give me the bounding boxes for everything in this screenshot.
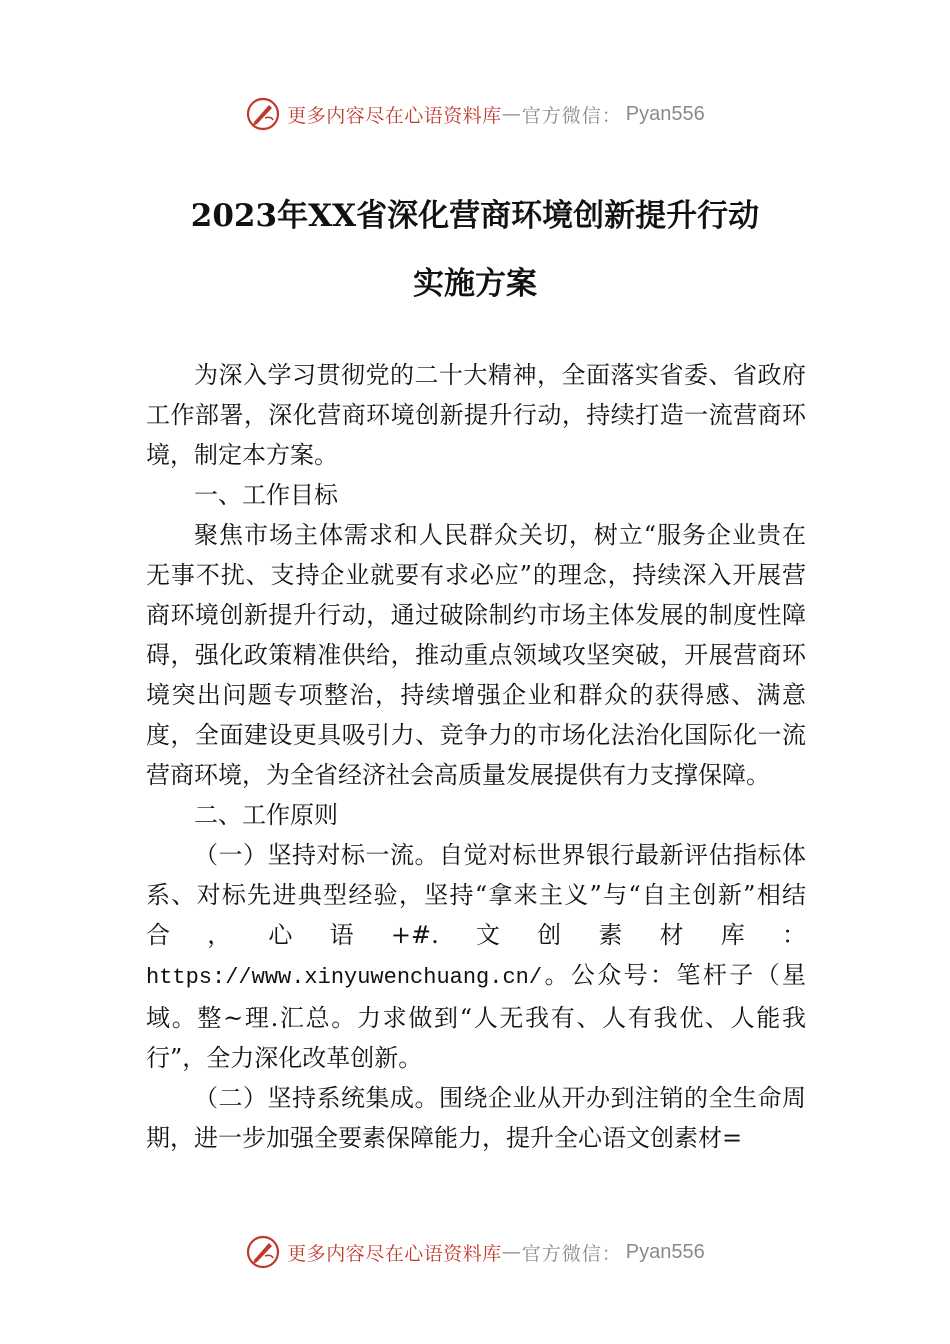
principle-2-paragraph: （二）坚持系统集成。围绕企业从开办到注销的全生命周期，进一步加强全要素保障能力，提升全心语文创素材= [146, 1084, 806, 1152]
banner-dash: — [501, 103, 522, 125]
section-heading-goals: 一、工作目标 [194, 481, 338, 509]
footer-wechat-label: 官方微信： [521, 1242, 622, 1265]
pen-seal-logo-icon [245, 96, 281, 132]
section-heading-principles: 二、工作原则 [194, 801, 338, 829]
footer-wechat-handle: Pyan556 [625, 1240, 705, 1263]
banner-wechat-label: 官方微信： [521, 104, 622, 127]
principle-1-url: https://www.xinyuwenchuang.cn/ [146, 965, 543, 990]
footer-banner [0, 1230, 950, 1274]
banner-red-text: 更多内容尽在心语资料库 [287, 104, 502, 127]
principle-1-paragraph [146, 835, 806, 1078]
document-body [146, 355, 806, 1158]
pen-seal-logo-icon [245, 1234, 281, 1270]
principle-1-text-b: 。公众号：笔杆子（星域。整~理.汇总。力求做到“人无我有、人有我优、人能我行”，全力深化改革创新。 [146, 961, 806, 1072]
header-banner [0, 92, 950, 136]
goals-paragraph: 聚焦市场主体需求和人民群众关切，树立“服务企业贵在无事不扰、支持企业就要有求必应”的理念，持续深入开展营商环境创新提升行动，通过破除制约市场主体发展的制度性障碍，强化政策精准供给，推动重点领域攻坚突破，开展营商环境突出问题专项整治，持续增强企业和群众的获得感、满意度，全面建设更具吸引力、竞争力的市场化法治化国际化一流营商环境，为全省经济社会高质量发展提供有力支撑保障。 [146, 521, 806, 789]
document-title-line2: 实施方案 [413, 266, 537, 302]
banner-wechat-handle: Pyan556 [625, 102, 705, 125]
principle-1-text-a: （一）坚持对标一流。自觉对标世界银行最新评估指标体系、对标先进典型经验，坚持“拿来主义”与“自主创新”相结合，心语+#.文创素材库： [146, 841, 806, 949]
document-title-line1: 2023年XX省深化营商环境创新提升行动 [190, 198, 760, 234]
footer-red-text: 更多内容尽在心语资料库 [287, 1242, 502, 1265]
intro-paragraph: 为深入学习贯彻党的二十大精神，全面落实省委、省政府工作部署，深化营商环境创新提升行动，持续打造一流营商环境，制定本方案。 [146, 361, 806, 469]
footer-dash: — [501, 1241, 522, 1263]
